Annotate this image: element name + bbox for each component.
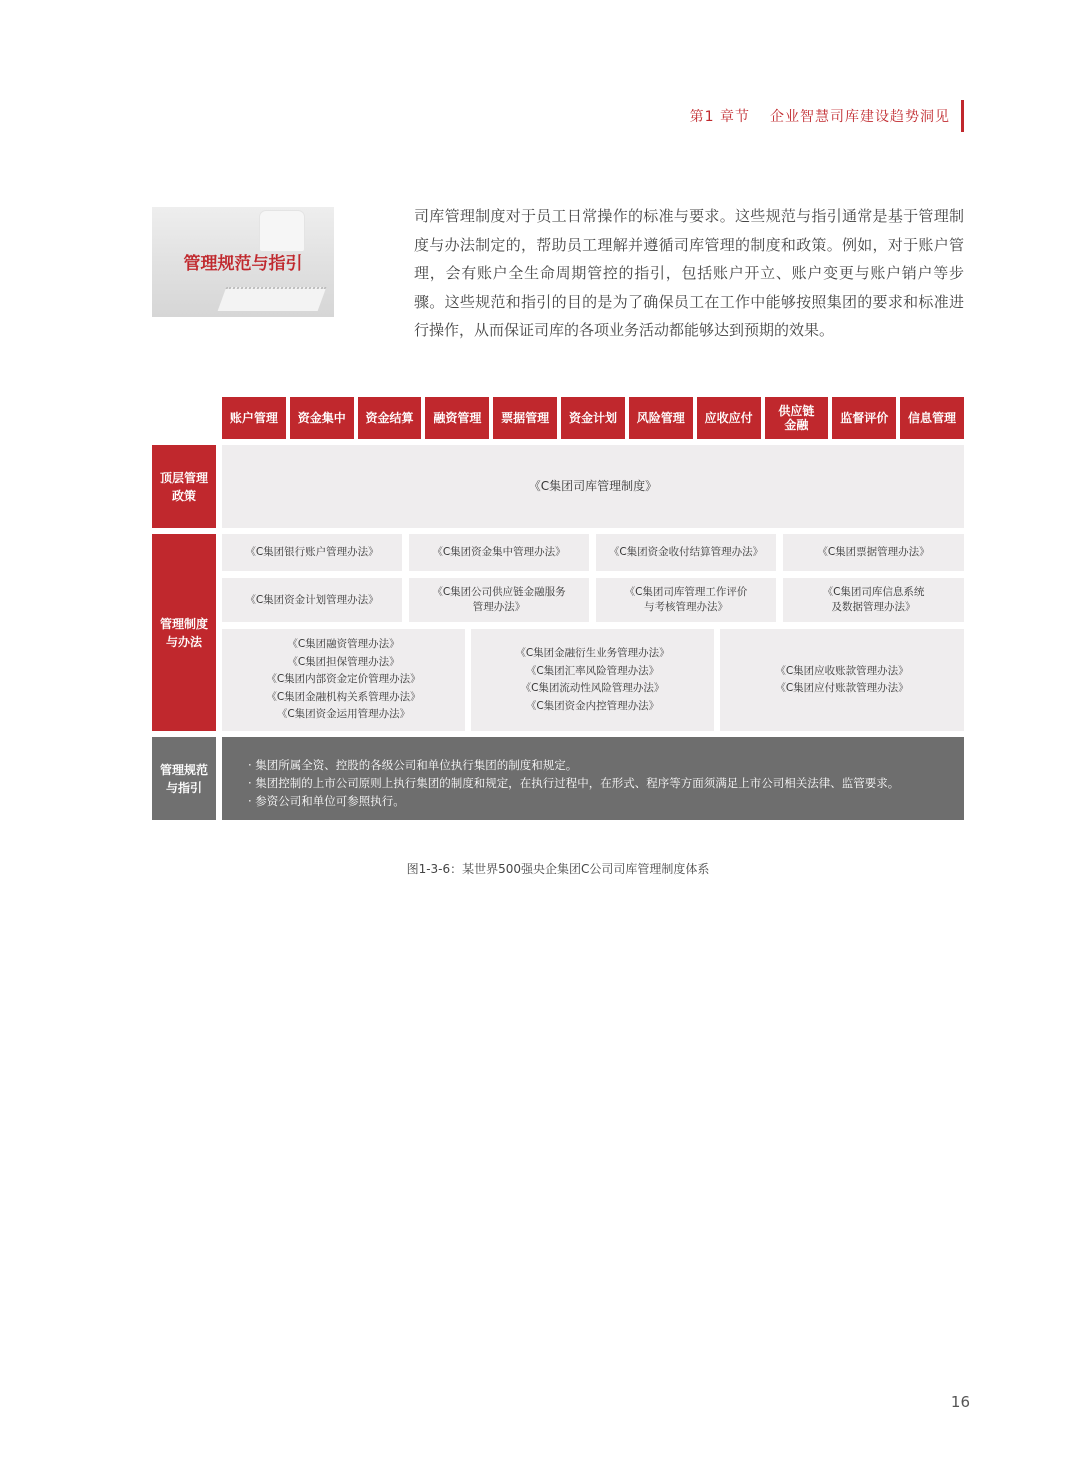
top-policy-box: 《C集团司库管理制度》 bbox=[222, 445, 964, 528]
category-cell: 资金集中 bbox=[290, 397, 354, 439]
section-image bbox=[152, 207, 334, 317]
category-cell: 供应链 金融 bbox=[765, 397, 829, 439]
intro-paragraph: 司库管理制度对于员工日常操作的标准与要求。这些规范与指引通常是基于管理制度与办法制定的，帮助员工理解并遵循司库管理的制度和政策。例如，对于账户管理，会有账户全生命周期管控的指引，包括账户开立、账户变更与账户销户等步骤。这些规范和指引的目的是为了确保员工在工作中能够按照集团的要求和标准进行操作，从而保证司库的各项业务活动都能够达到预期的效果。 bbox=[414, 207, 964, 340]
measure-box: 《C集团资金收付结算管理办法》 bbox=[596, 534, 776, 571]
figure-caption: 图1-3-6：某世界500强央企集团C公司司库管理制度体系 bbox=[406, 862, 710, 876]
guideline-item: · 集团控制的上市公司原则上执行集团的制度和规定，在执行过程中，在形式、程序等方面须满足上市公司相关法律、监管要求。 bbox=[248, 776, 900, 790]
category-cell: 应收应付 bbox=[697, 397, 761, 439]
measure-group-box: 《C集团金融衍生业务管理办法》 《C集团汇率风险管理办法》 《C集团流动性风险管理办法》 《C集团资金内控管理办法》 bbox=[471, 629, 714, 731]
category-cell: 资金结算 bbox=[358, 397, 422, 439]
page-number: 16 bbox=[950, 1393, 970, 1411]
measure-group-box: 《C集团融资管理办法》 《C集团担保管理办法》 《C集团内部资金定价管理办法》 《C集团金融机构关系管理办法》 《C集团资金运用管理办法》 bbox=[222, 629, 465, 731]
measure-box: 《C集团资金计划管理办法》 bbox=[222, 578, 402, 622]
row-label-guidelines: 管理规范 与指引 bbox=[152, 737, 216, 820]
header-accent-bar bbox=[961, 100, 964, 132]
chapter-number: 第1 章节 bbox=[689, 109, 750, 125]
category-cell: 融资管理 bbox=[425, 397, 489, 439]
measure-group-box: 《C集团应收账款管理办法》 《C集团应付账款管理办法》 bbox=[720, 629, 964, 731]
category-cell: 资金计划 bbox=[561, 397, 625, 439]
measure-box: 《C集团银行账户管理办法》 bbox=[222, 534, 402, 571]
measure-box: 《C集团资金集中管理办法》 bbox=[409, 534, 589, 571]
guideline-item: · 参资公司和单位可参照执行。 bbox=[248, 794, 405, 808]
chapter-header bbox=[690, 106, 950, 126]
plant-pot-illustration bbox=[260, 211, 304, 251]
guideline-item: · 集团所属全资、控股的各级公司和单位执行集团的制度和规定。 bbox=[248, 758, 578, 772]
category-cell: 票据管理 bbox=[493, 397, 557, 439]
chapter-title: 企业智慧司库建设趋势洞见 bbox=[770, 109, 950, 125]
notebook-illustration bbox=[218, 287, 327, 311]
category-cell: 风险管理 bbox=[629, 397, 693, 439]
measure-box: 《C集团司库管理工作评价 与考核管理办法》 bbox=[596, 578, 776, 622]
section-image-label: 管理规范与指引 bbox=[183, 254, 303, 274]
measure-box: 《C集团公司供应链金融服务 管理办法》 bbox=[409, 578, 589, 622]
category-cell: 账户管理 bbox=[222, 397, 286, 439]
measure-box: 《C集团票据管理办法》 bbox=[783, 534, 964, 571]
category-cell: 监督评价 bbox=[832, 397, 896, 439]
row-label-measures: 管理制度 与办法 bbox=[152, 534, 216, 731]
category-cell: 信息管理 bbox=[900, 397, 964, 439]
measure-box: 《C集团司库信息系统 及数据管理办法》 bbox=[783, 578, 964, 622]
row-label-top-policy: 顶层管理 政策 bbox=[152, 445, 216, 528]
guidelines-box bbox=[222, 737, 964, 820]
category-header-row bbox=[222, 397, 964, 439]
